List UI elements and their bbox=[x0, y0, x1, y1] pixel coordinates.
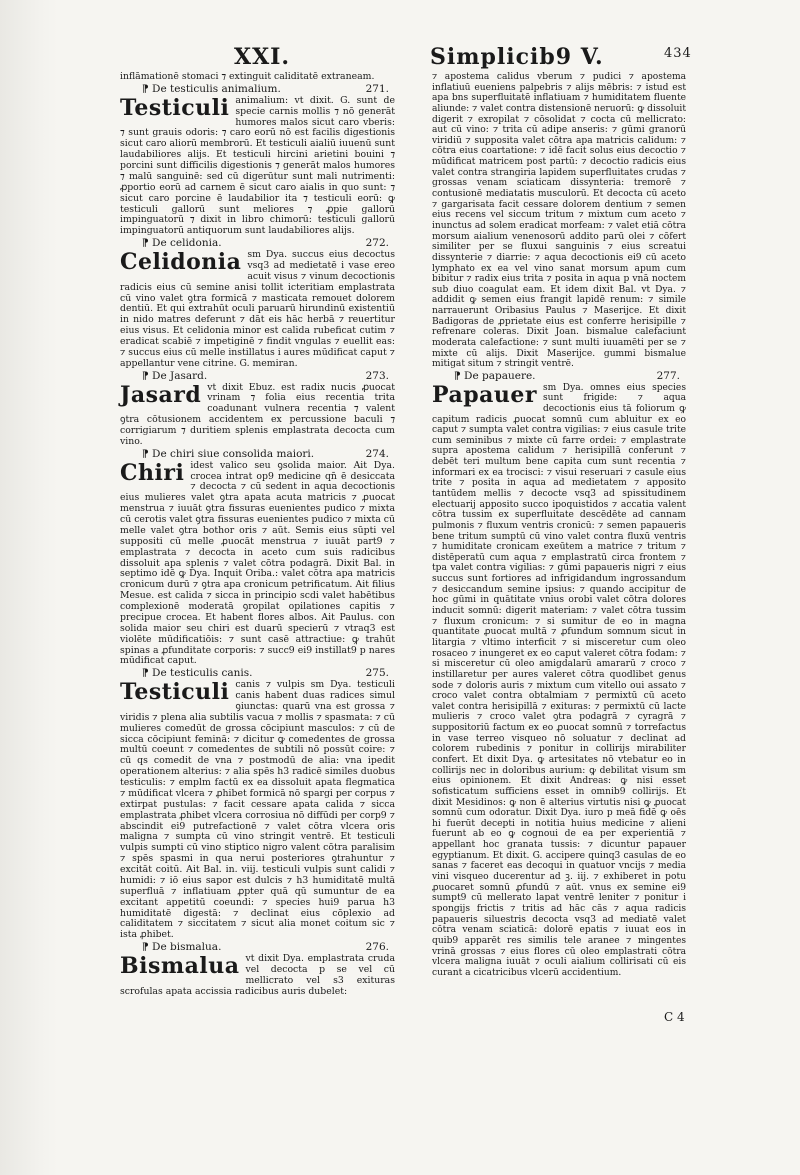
section-number: 274. bbox=[365, 447, 389, 460]
running-header-center: Simplicib9 V. bbox=[430, 44, 604, 70]
entry-text: animalium: vt dixit. G. sunt de specie carnis mollis ⁊ nō generāt humores malos sicut caro vberis: ⁊ sunt grauis odoris: ⁊ caro eorū nō est facilis digestionis sicut caro aliorū membrorū. Et testiculi aialiū iuuenū sunt laudabiliores alijs. Et testiculi hircini arietini bouini ⁊ porcini sunt difficilis digestionis ⁊ generāt malos humores ⁊ malū sanguinē: sed cū digerūtur sunt mali nutrimenti: ꝓportio eorū ad carnem ē sicut caro aialis in quo sunt: ⁊ sicut caro porcine ē laudabilior ita ⁊ testiculi eorū: ꝙ testiculi gallorū sunt meliores ⁊ ꝓpie gallorū impinguatorū ⁊ dixit in libro chimorū: testiculi gallorū impinguatorū antiquorum sunt laudabiliores alijs. bbox=[120, 94, 395, 237]
running-header-left: XXI. bbox=[234, 44, 291, 70]
entry bbox=[432, 383, 686, 979]
entry bbox=[120, 680, 395, 941]
entry-text: vt dixit Dya. emplastrata cruda vel decocta p se vel cū mellicrato vel s3 exituras scrofulas apata accissia radicibus auris dubelet: bbox=[120, 953, 395, 997]
entry-headword: Testiculi bbox=[120, 679, 230, 706]
entry-headword: Papauer bbox=[432, 381, 537, 408]
entry bbox=[120, 250, 395, 370]
section-title: De papauere. bbox=[464, 369, 536, 382]
section-title: De bismalua. bbox=[152, 941, 222, 954]
section-heading: ⁋ De papauere. 277. bbox=[432, 371, 686, 382]
entry-text: sm Dya. omnes eius species sunt frigide: ⁊ aqua decoctionis eius tā foliorum ꝙ capitum radicis ꝓuocat somnū cum abluitur ex eo caput ⁊ sumpta valet contra vigilias: ⁊ eius casule trite cum seminibus ⁊ mixte cū farre ordei: ⁊ emplastrate supra apostema calidum ⁊ herisipillā conferunt ⁊ debēt teri multum bene capita cum sunt recentia ⁊ informari ex ea trocisci: ⁊ visui reseruari ⁊ casule eius trite ⁊ posita in aqua ad medietatem ⁊ apposito tantūdem mellis ⁊ decocte vsq3 ad spissitudinem electuarij apposito succo ipoquistidos ⁊ accatia valent cōtra tussim ex superfluitate descēdēte ad cannam pulmonis ⁊ fluxum ventris cronicū: ⁊ semen papaueris bene tritum sumptū cū vino valet contra fluxū ventris ⁊ humiditate cronicam exeūtem a matrice ⁊ tritum ⁊ distēperatū cum aqua ⁊ emplastratū circa frontem ⁊ tpa valet contra vigilias: ⁊ gūmi papaueris nigri ⁊ eius succus sunt fortiores ad infrigidandum ingrossandum ⁊ desiccandum semine ipsius: ⁊ quando accipitur de hoc gūmi in quātitate vnius orobi valet cōtra dolores inducit somnū: digerit materiam: ⁊ valet cōtra tussim ⁊ fluxum cronicum: ⁊ si sumitur de eo in magna quantitate ꝓuocat multā ⁊ ꝓfundum somnum sicut in litargia ⁊ vltimo interficit ⁊ si misceretur cum oleo rosaceo ⁊ inungeret ex eo caput valeret cōtra fodam: ⁊ si misceretur cū oleo amigdalarū amararū ⁊ croco ⁊ instillaretur per aures valeret cōtra quodlibet genus sode ⁊ doloris auris ⁊ mixtum cum vitello oui assato ⁊ croco valet contra obtalmiam ⁊ permixtū cū aceto valet contra herisipillā ⁊ exituras: ⁊ permixtū cū lacte mulieris ⁊ croco valet ꝯtra podagrā ⁊ cyragrā ⁊ suppositoriū factum ex eo ꝓuocat somnū ⁊ torrefactus in vase terreo visqueo nō soluatur ⁊ declinat ad colorem rubedinis ⁊ ponitur in collirijs mirabiliter confert. Et dixit Dya. ꝙ artesitates nō vtebatur eo in collirijs nec in doloribus aurium: ꝙ debilitat visum sm eius opinionem. Et dixit Andreas: ꝙ nisi esset sofisticatum sufficiens esset in omnib9 collirijs. Et dixit Mesidinos: ꝙ non ē alterius virtutis nisi ꝙ ꝓuocat somnū cum odoratur. Dixit Dya. iuro p meā fidē ꝙ oēs hi fuerūt decepti in notitia huius medicine ⁊ alieni fuerunt ab eo ꝙ cognoui de ea per experientiā ⁊ appellant hoc granata tussis: ⁊ dicuntur papauer egyptianum. Et dixit. G. accipere quinq3 casulas de eo sanas ⁊ faceret eas decoqui in quatuor vncijs ⁊ media vini visqueo ducerentur ad ꝫ. iij. ⁊ exhiberet in potu ꝓuocaret somnū ꝓfundū ⁊ aūt. vnus ex semine ei9 sumpt9 cū mellerato lapat ventrē leniter ⁊ ponitur i spongijs frictis ⁊ tritis ad hāc cās ⁊ aqua radicis papaueris siluestris decocta vsq3 ad mediatē valet cōtra venam sciaticā: dolorē epatis ⁊ iuuat eos in quib9 apparēt res similis tele aranee ⁊ mingentes vrinā grossas ⁊ eius flores cū oleo emplastrati cōtra vlcera maligna iuuāt ⁊ oculi aialium collirisati cū eis curant a cicatricibus vlcerū accidentium. bbox=[432, 382, 686, 978]
entry bbox=[120, 383, 395, 448]
section-heading: ⁋ De Jasard. 273. bbox=[120, 371, 395, 382]
section-number: 271. bbox=[365, 82, 389, 95]
section-number: 277. bbox=[656, 369, 680, 382]
section-heading: ⁋ De bismalua. 276. bbox=[120, 942, 395, 953]
right-column bbox=[432, 72, 686, 978]
left-column bbox=[120, 72, 395, 998]
section-heading: ⁋ De testiculis canis. 275. bbox=[120, 668, 395, 679]
entry-headword: Celidonia bbox=[120, 249, 242, 275]
entry-headword: Testiculi bbox=[120, 94, 230, 121]
entry-text: vt dixit Ebuz. est radix nucis ꝓuocat vrinam ⁊ folia eius recentia trita coadunant vulnera recentia ⁊ valent ꝯtra cōtusionem accidentem ex percussione baculi ⁊ corrigiarum ⁊ duritiem splenis emplastrata decocta cum vino. bbox=[120, 381, 395, 447]
entry bbox=[120, 96, 395, 237]
entry-headword: Jasard bbox=[120, 381, 202, 408]
entry bbox=[120, 954, 395, 998]
section-title: De testiculis canis. bbox=[152, 667, 253, 680]
section-heading: ⁋ De testiculis animalium. 271. bbox=[120, 84, 395, 95]
entry-headword: Bismalua bbox=[120, 953, 240, 979]
continued-text: ⁊ apostema calidus vberum ⁊ pudici ⁊ apostema inflatiuū eueniens palpebris ⁊ alijs mēbris: ⁊ istud est apa bns superfluitatē inflatiuam ⁊ humiditatem fluente aliunde: ⁊ valet contra distensionē neruorū: ꝙ dissoluit digerit ⁊ exropilat ⁊ cōsolidat ⁊ cocta cū mellicrato: aut cū vino: ⁊ trita cū adipe anseris: ⁊ gūmi granorū viridiū ⁊ supposita valet cōtra apa matricis calidum: ⁊ cōtra eius coartatione: ⁊ idē facit solus eius decoctio ⁊ mūdificat matricem post partū: ⁊ decoctio radicis eius valet contra strangiria lapidem superfluitates crudas ⁊ grossas venam sciaticam dissynteria: tremorē ⁊ contusionē mediatatis musculorū. Et decocta cū aceto ⁊ gargarisata facit cessare dolorem dentium ⁊ semen eius recens vel siccum tritum ⁊ mixtum cum aceto ⁊ inunctus ad solem eradicat morfeam: ⁊ valet etiā cōtra morsum aialium venenosorū addito parū olei ⁊ cōfert similiter per se fluxui sanguinis ⁊ eius screatui dissynterie ⁊ diarrie: ⁊ aqua decoctionis ei9 cū aceto lymphato ex ea vel vino sanat morsum apum cum bibitur ⁊ radix eius trita ⁊ posita in aqua p vnā noctem sub diuo coagulat eam. Et idem dixit Bal. vt Dya. ⁊ addidit ꝙ semen eius frangit lapidē renum: ⁊ simile narrauerunt Oribasius Paulus ⁊ Maserijce. Et dixit Badigoras de ꝓprietate eius est conferre herisipille ⁊ refrenare coleras. Dixit Joan. bismalue calefaciunt moderata calefactione: ⁊ sunt multi iuuamēti per se ⁊ mixte cū alijs. Dixit Maserijce. gummi bismalue mitigat situm ⁊ stringit ventrē. bbox=[432, 72, 686, 370]
section-title: De testiculis animalium. bbox=[152, 82, 281, 95]
section-number: 273. bbox=[365, 369, 389, 382]
section-title: De celidonia. bbox=[152, 237, 222, 250]
entry-text: idest valico seu ꝯsolida maior. Ait Dya. crocea intrat op9 medicine qn̄ ē desiccata ⁊ decocta ⁊ cū sedent in aqua decoctionis eius mulieres valet ꝯtra apata acuta matricis ⁊ ꝓuocat menstrua ⁊ iuuāt ꝯtra fissuras euenientes pudico ⁊ mixta cū cerotis valet ꝯtra fissuras euenientes pudico ⁊ mixta cū melle valet ꝯtra bothor oris ⁊ aūt. Semis eius sūpti vel suppositi cū melle ꝓuocāt menstrua ⁊ iuuāt part9 ⁊ emplastrata ⁊ decocta in aceto cum suis radicibus dissoluit apa splenis ⁊ valet cōtra podagrā. Dixit Bal. in septimo idē ꝙ Dya. Inquit Oriba.: valet cōtra apa matricis cronicum durū ⁊ ꝯtra apa cronicum petrificatum. Ait filius Mesue. est calida ⁊ sicca in principio scdi valet habētibus complexionē moderatā ꝯropilat opilationes capitis ⁊ precipue crocea. Et habent flores albos. Ait Paulus. con solida maior seu chiri est duarū specierū ⁊ vtraq3 est violēte mūdificatiōis: ⁊ sunt casē attractiue: ꝙ trahūt spinas a ꝓfunditate corporis: ⁊ succ9 ei9 instillat9 p nares mūdificat caput. bbox=[120, 459, 395, 667]
section-number: 272. bbox=[365, 237, 389, 250]
entry-text: canis ⁊ vulpis sm Dya. testiculi canis habent duas radices simul ꝯiunctas: quarū vna est grossa ⁊ viridis ⁊ plena alia subtilis vacua ⁊ mollis ⁊ spasmata: ⁊ cū mulieres comedūt de grossa cōcipiunt masculos: ⁊ cū de sicca cōcipiunt feminā: ⁊ dicitur ꝙ comedentes de grossa multū coeunt ⁊ comedentes de subtili nō possūt coire: ⁊ cū qs comedit de vna ⁊ postmodū de alia: vna ipedit operationem alterius: ⁊ alia spēs h3 radicē similes duobus testiculis: ⁊ emplm factū ex ea dissoluit apata flegmatica ⁊ mūdificat vlcera ⁊ ꝓhibet formicā nō spargi per corpus ⁊ extirpat pustulas: ⁊ facit cessare apata calida ⁊ sicca emplastrata ꝓhibet vlcera corrosiua nō diffūdi per corp9 ⁊ abscindit ei9 putrefactionē ⁊ valet cōtra vlcera oris maligna ⁊ sumpta cū vino stringit ventrē. Et testiculi vulpis sumpti cū vino stiptico nigro valent cōtra paralisim ⁊ spēs spasmi in qua nerui posteriores ꝯtrahuntur ⁊ excitāt coitū. Ait Bal. in. viij. testiculi vulpis sunt calidi ⁊ humidi: ⁊ iō eius sapor est dulcis ⁊ h3 humiditatē multā superfluā ⁊ inflatiuam ꝓpter quā qū sumuntur de ea excitant appetitū coeundi: ⁊ species hui9 parua h3 humiditatē digestā: ⁊ declinat eius cōplexio ad caliditatem ⁊ siccitatem ⁊ sicut alia monet coitum sic ⁊ ista ꝓhibet. bbox=[120, 679, 395, 941]
folio-number: 434 bbox=[664, 46, 692, 61]
section-number: 275. bbox=[365, 667, 389, 680]
section-number: 276. bbox=[365, 941, 389, 954]
intro-text: inflāmationē stomaci ⁊ extinguit caliditatē extraneam. bbox=[120, 71, 375, 82]
section-title: De Jasard. bbox=[152, 369, 208, 382]
section-heading: ⁋ De celidonia. 272. bbox=[120, 238, 395, 249]
page-gutter bbox=[0, 0, 58, 1175]
entry bbox=[120, 461, 395, 668]
entry-headword: Chiri bbox=[120, 459, 185, 486]
entry-text: sm Dya. succus eius decoctus vsq3 ad medietatē i vase ereo acuit visus ⁊ vinum decoctionis radicis eius cū semine anisi tollit icteritiam emplastrata cū vino valet ꝯtra formicā ⁊ masticata remouet dolorem dentiū. Et qui extrahūt oculi paruarū hirundinū existentiū in nido matres deferunt ⁊ dāt eis hāc herbā ⁊ reuertitur eius visus. Et celidonia minor est calida rubeficat cutim ⁊ eradicat scabiē ⁊ impetiginē ⁊ findit vngulas ⁊ euellit eas: ⁊ succus eius cū melle instillatus i aures mūdificat caput ⁊ appellantur vene citrine. G. memiran. bbox=[120, 249, 395, 369]
signature-mark: C 4 bbox=[664, 1010, 685, 1024]
section-title: De chiri siue consolida maiori. bbox=[152, 447, 315, 460]
section-heading: ⁋ De chiri siue consolida maiori. 274. bbox=[120, 449, 395, 460]
